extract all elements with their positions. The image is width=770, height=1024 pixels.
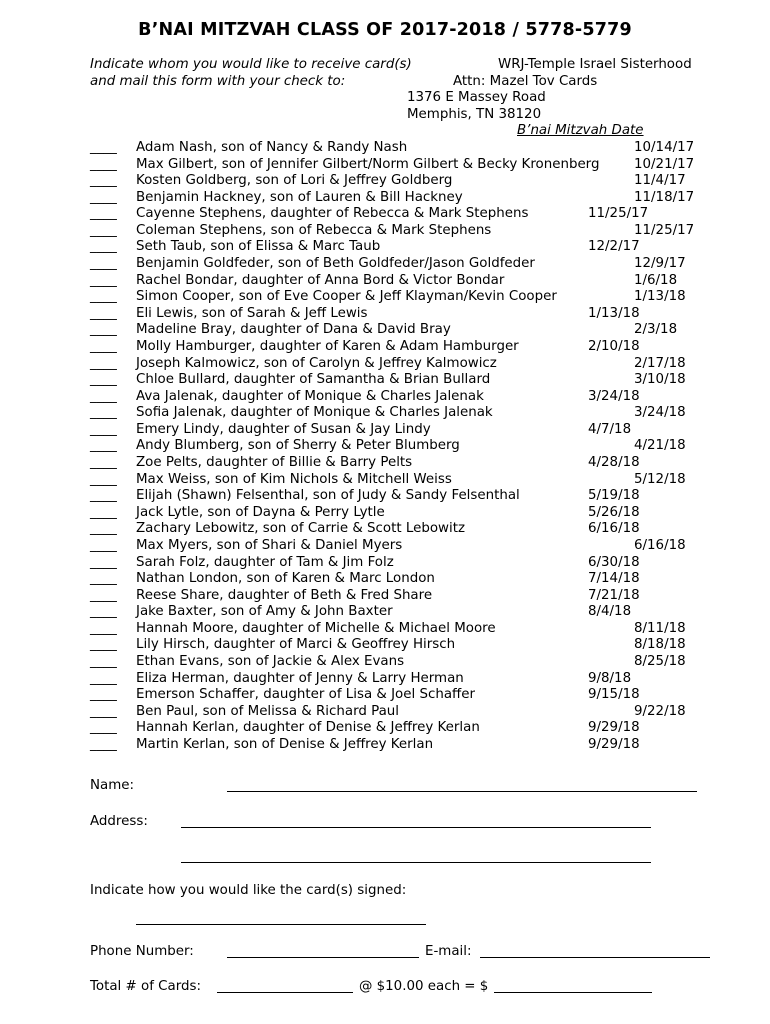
checkbox-blank[interactable]: ____ bbox=[90, 637, 117, 653]
student-name: Martin Kerlan, son of Denise & Jeffrey Kerlan bbox=[136, 736, 434, 752]
checkbox-blank[interactable]: ____ bbox=[90, 587, 117, 603]
student-row bbox=[90, 687, 730, 704]
mitzvah-date: 3/10/18 bbox=[634, 372, 686, 388]
student-name: Sofia Jalenak, daughter of Monique & Charles Jalenak bbox=[136, 405, 493, 421]
checkbox-blank[interactable]: ____ bbox=[90, 206, 117, 222]
total-amount-field[interactable] bbox=[494, 992, 652, 993]
mitzvah-date: 5/26/18 bbox=[588, 504, 640, 520]
mitzvah-date: 6/16/18 bbox=[634, 537, 686, 553]
mitzvah-date: 9/29/18 bbox=[588, 720, 640, 736]
date-column-header: B’nai Mitzvah Date bbox=[517, 123, 644, 139]
student-row bbox=[90, 140, 730, 157]
checkbox-blank[interactable]: ____ bbox=[90, 703, 117, 719]
checkbox-blank[interactable]: ____ bbox=[90, 140, 117, 155]
checkbox-blank[interactable]: ____ bbox=[90, 687, 117, 703]
student-name: Chloe Bullard, daughter of Samantha & Brian Bullard bbox=[136, 372, 491, 388]
checkbox-blank[interactable]: ____ bbox=[90, 421, 117, 437]
student-name: Max Myers, son of Shari & Daniel Myers bbox=[136, 537, 403, 553]
student-row bbox=[90, 157, 730, 174]
total-cards-field[interactable] bbox=[217, 992, 353, 993]
checkbox-blank[interactable]: ____ bbox=[90, 322, 117, 338]
signed-label: Indicate how you would like the card(s) signed: bbox=[90, 883, 407, 898]
mitzvah-date: 3/24/18 bbox=[588, 388, 640, 404]
name-field[interactable] bbox=[227, 791, 697, 792]
student-row bbox=[90, 273, 730, 290]
student-row bbox=[90, 289, 730, 306]
student-row bbox=[90, 372, 730, 389]
mitzvah-date: 8/4/18 bbox=[588, 604, 632, 620]
student-row bbox=[90, 422, 730, 439]
mail-to-street: 1376 E Massey Road bbox=[407, 90, 546, 106]
student-name: Eliza Herman, daughter of Jenny & Larry Herman bbox=[136, 670, 464, 686]
mitzvah-date: 6/30/18 bbox=[588, 554, 640, 570]
student-name: Emerson Schaffer, daughter of Lisa & Joel Schaffer bbox=[136, 687, 475, 703]
student-name: Joseph Kalmowicz, son of Carolyn & Jeffrey Kalmowicz bbox=[136, 355, 497, 371]
mitzvah-date: 2/17/18 bbox=[634, 355, 686, 371]
mitzvah-date: 4/7/18 bbox=[588, 421, 632, 437]
mitzvah-date: 11/25/17 bbox=[588, 206, 649, 222]
checkbox-blank[interactable]: ____ bbox=[90, 289, 117, 305]
mitzvah-date: 11/4/17 bbox=[634, 173, 686, 189]
mitzvah-date: 1/13/18 bbox=[588, 305, 640, 321]
student-name: Ethan Evans, son of Jackie & Alex Evans bbox=[136, 653, 405, 669]
address-field-line-1[interactable] bbox=[181, 827, 651, 828]
checkbox-blank[interactable]: ____ bbox=[90, 222, 117, 238]
checkbox-blank[interactable]: ____ bbox=[90, 455, 117, 471]
price-text: @ $10.00 each = $ bbox=[359, 979, 489, 994]
instructions-line-2: and mail this form with your check to: bbox=[90, 73, 346, 89]
mitzvah-date: 9/22/18 bbox=[634, 703, 686, 719]
student-name: Seth Taub, son of Elissa & Marc Taub bbox=[136, 239, 381, 255]
student-row bbox=[90, 389, 730, 406]
mitzvah-date: 6/16/18 bbox=[588, 521, 640, 537]
checkbox-blank[interactable]: ____ bbox=[90, 173, 117, 189]
student-row bbox=[90, 472, 730, 489]
mitzvah-date: 7/21/18 bbox=[588, 587, 640, 603]
checkbox-blank[interactable]: ____ bbox=[90, 372, 117, 388]
student-row bbox=[90, 505, 730, 522]
student-name: Simon Cooper, son of Eve Cooper & Jeff Klayman/Kevin Cooper bbox=[136, 289, 557, 305]
checkbox-blank[interactable]: ____ bbox=[90, 338, 117, 354]
student-name: Elijah (Shawn) Felsenthal, son of Judy & Sandy Felsenthal bbox=[136, 488, 520, 504]
phone-label: Phone Number: bbox=[90, 944, 194, 959]
checkbox-blank[interactable]: ____ bbox=[90, 272, 117, 288]
student-name: Andy Blumberg, son of Sherry & Peter Blumberg bbox=[136, 438, 460, 454]
student-row bbox=[90, 356, 730, 373]
mitzvah-date: 7/14/18 bbox=[588, 571, 640, 587]
mitzvah-date: 3/24/18 bbox=[634, 405, 686, 421]
checkbox-blank[interactable]: ____ bbox=[90, 537, 117, 553]
mitzvah-date: 1/13/18 bbox=[634, 289, 686, 305]
student-name: Coleman Stephens, son of Rebecca & Mark Stephens bbox=[136, 222, 492, 238]
mitzvah-date: 10/21/17 bbox=[634, 156, 695, 172]
student-name: Emery Lindy, daughter of Susan & Jay Lindy bbox=[136, 421, 431, 437]
checkbox-blank[interactable]: ____ bbox=[90, 305, 117, 321]
student-row bbox=[90, 405, 730, 422]
student-row bbox=[90, 521, 730, 538]
student-row bbox=[90, 190, 730, 207]
checkbox-blank[interactable]: ____ bbox=[90, 521, 117, 537]
student-row bbox=[90, 604, 730, 621]
student-row bbox=[90, 206, 730, 223]
mitzvah-date: 9/15/18 bbox=[588, 687, 640, 703]
mitzvah-date: 12/2/17 bbox=[588, 239, 640, 255]
name-label: Name: bbox=[90, 778, 135, 793]
checkbox-blank[interactable]: ____ bbox=[90, 571, 117, 587]
student-name: Jake Baxter, son of Amy & John Baxter bbox=[136, 604, 393, 620]
signature-field[interactable] bbox=[136, 924, 426, 925]
student-name: Zoe Pelts, daughter of Billie & Barry Pelts bbox=[136, 455, 413, 471]
student-row bbox=[90, 223, 730, 240]
checkbox-blank[interactable]: ____ bbox=[90, 604, 117, 620]
student-row bbox=[90, 306, 730, 323]
student-row bbox=[90, 671, 730, 688]
student-name: Cayenne Stephens, daughter of Rebecca & Mark Stephens bbox=[136, 206, 529, 222]
mitzvah-date: 9/29/18 bbox=[588, 736, 640, 752]
student-row bbox=[90, 571, 730, 588]
checkbox-blank[interactable]: ____ bbox=[90, 554, 117, 570]
mitzvah-date: 5/19/18 bbox=[588, 488, 640, 504]
checkbox-blank[interactable]: ____ bbox=[90, 504, 117, 520]
mitzvah-date: 12/9/17 bbox=[634, 256, 686, 272]
checkbox-blank[interactable]: ____ bbox=[90, 355, 117, 371]
student-row bbox=[90, 488, 730, 505]
mitzvah-date: 11/25/17 bbox=[634, 222, 695, 238]
mitzvah-date: 8/25/18 bbox=[634, 653, 686, 669]
checkbox-blank[interactable]: ____ bbox=[90, 405, 117, 421]
student-name: Ben Paul, son of Melissa & Richard Paul bbox=[136, 703, 399, 719]
checkbox-blank[interactable]: ____ bbox=[90, 189, 117, 205]
mitzvah-date: 9/8/18 bbox=[588, 670, 632, 686]
student-name: Zachary Lebowitz, son of Carrie & Scott Lebowitz bbox=[136, 521, 465, 537]
student-row bbox=[90, 438, 730, 455]
checkbox-blank[interactable]: ____ bbox=[90, 720, 117, 736]
checkbox-blank[interactable]: ____ bbox=[90, 256, 117, 272]
mitzvah-date: 8/11/18 bbox=[634, 620, 686, 636]
mitzvah-date: 2/3/18 bbox=[634, 322, 678, 338]
student-row bbox=[90, 704, 730, 721]
address-field-line-2[interactable] bbox=[181, 862, 651, 863]
checkbox-blank[interactable]: ____ bbox=[90, 239, 117, 255]
student-name: Adam Nash, son of Nancy & Randy Nash bbox=[136, 140, 408, 155]
student-name: Hannah Moore, daughter of Michelle & Michael Moore bbox=[136, 620, 496, 636]
student-row bbox=[90, 256, 730, 273]
student-name: Eli Lewis, son of Sarah & Jeff Lewis bbox=[136, 305, 368, 321]
checkbox-blank[interactable]: ____ bbox=[90, 620, 117, 636]
checkbox-blank[interactable]: ____ bbox=[90, 488, 117, 504]
mitzvah-date: 10/14/17 bbox=[634, 140, 695, 155]
checkbox-blank[interactable]: ____ bbox=[90, 156, 117, 172]
checkbox-blank[interactable]: ____ bbox=[90, 471, 117, 487]
mail-to-city: Memphis, TN 38120 bbox=[407, 106, 542, 122]
student-name: Kosten Goldberg, son of Lori & Jeffrey Goldberg bbox=[136, 173, 453, 189]
student-name: Ava Jalenak, daughter of Monique & Charles Jalenak bbox=[136, 388, 484, 404]
mitzvah-date: 4/21/18 bbox=[634, 438, 686, 454]
student-name: Rachel Bondar, daughter of Anna Bord & Victor Bondar bbox=[136, 272, 505, 288]
student-row bbox=[90, 737, 730, 754]
email-label: E-mail: bbox=[425, 944, 472, 959]
email-field[interactable] bbox=[480, 957, 710, 958]
address-label: Address: bbox=[90, 814, 148, 829]
student-row bbox=[90, 654, 730, 671]
student-name: Lily Hirsch, daughter of Marci & Geoffrey Hirsch bbox=[136, 637, 456, 653]
mitzvah-date: 5/12/18 bbox=[634, 471, 686, 487]
checkbox-blank[interactable]: ____ bbox=[90, 653, 117, 669]
student-row bbox=[90, 538, 730, 555]
checkbox-blank[interactable]: ____ bbox=[90, 438, 117, 454]
student-row bbox=[90, 555, 730, 572]
checkbox-blank[interactable]: ____ bbox=[90, 736, 117, 752]
student-row bbox=[90, 621, 730, 638]
student-name: Max Gilbert, son of Jennifer Gilbert/Norm Gilbert & Becky Kronenberg bbox=[136, 156, 600, 172]
student-name: Hannah Kerlan, daughter of Denise & Jeffrey Kerlan bbox=[136, 720, 480, 736]
student-name: Benjamin Goldfeder, son of Beth Goldfeder/Jason Goldfeder bbox=[136, 256, 535, 272]
page-title: B’NAI MITZVAH CLASS OF 2017-2018 / 5778-5779 bbox=[138, 20, 632, 40]
mitzvah-date: 1/6/18 bbox=[634, 272, 678, 288]
student-row bbox=[90, 322, 730, 339]
instructions-line-1: Indicate whom you would like to receive card(s) bbox=[90, 57, 412, 72]
student-row bbox=[90, 720, 730, 737]
mail-to-attn: Attn: Mazel Tov Cards bbox=[453, 73, 598, 89]
student-name: Jack Lytle, son of Dayna & Perry Lytle bbox=[136, 504, 385, 520]
total-cards-label: Total # of Cards: bbox=[90, 979, 201, 994]
phone-field[interactable] bbox=[227, 957, 419, 958]
student-name: Sarah Folz, daughter of Tam & Jim Folz bbox=[136, 554, 394, 570]
student-row bbox=[90, 455, 730, 472]
student-name: Madeline Bray, daughter of Dana & David Bray bbox=[136, 322, 451, 338]
student-name: Molly Hamburger, daughter of Karen & Adam Hamburger bbox=[136, 338, 519, 354]
mitzvah-date: 11/18/17 bbox=[634, 189, 695, 205]
student-row bbox=[90, 588, 730, 605]
student-row bbox=[90, 239, 730, 256]
mitzvah-date: 2/10/18 bbox=[588, 338, 640, 354]
student-name: Reese Share, daughter of Beth & Fred Share bbox=[136, 587, 433, 603]
student-name: Nathan London, son of Karen & Marc London bbox=[136, 571, 435, 587]
checkbox-blank[interactable]: ____ bbox=[90, 670, 117, 686]
student-name: Benjamin Hackney, son of Lauren & Bill Hackney bbox=[136, 189, 463, 205]
mail-to-org: WRJ-Temple Israel Sisterhood bbox=[498, 57, 692, 72]
student-row bbox=[90, 339, 730, 356]
student-name: Max Weiss, son of Kim Nichols & Mitchell Weiss bbox=[136, 471, 452, 487]
student-row bbox=[90, 637, 730, 654]
student-row bbox=[90, 173, 730, 190]
mitzvah-date: 8/18/18 bbox=[634, 637, 686, 653]
mitzvah-date: 4/28/18 bbox=[588, 455, 640, 471]
checkbox-blank[interactable]: ____ bbox=[90, 388, 117, 404]
